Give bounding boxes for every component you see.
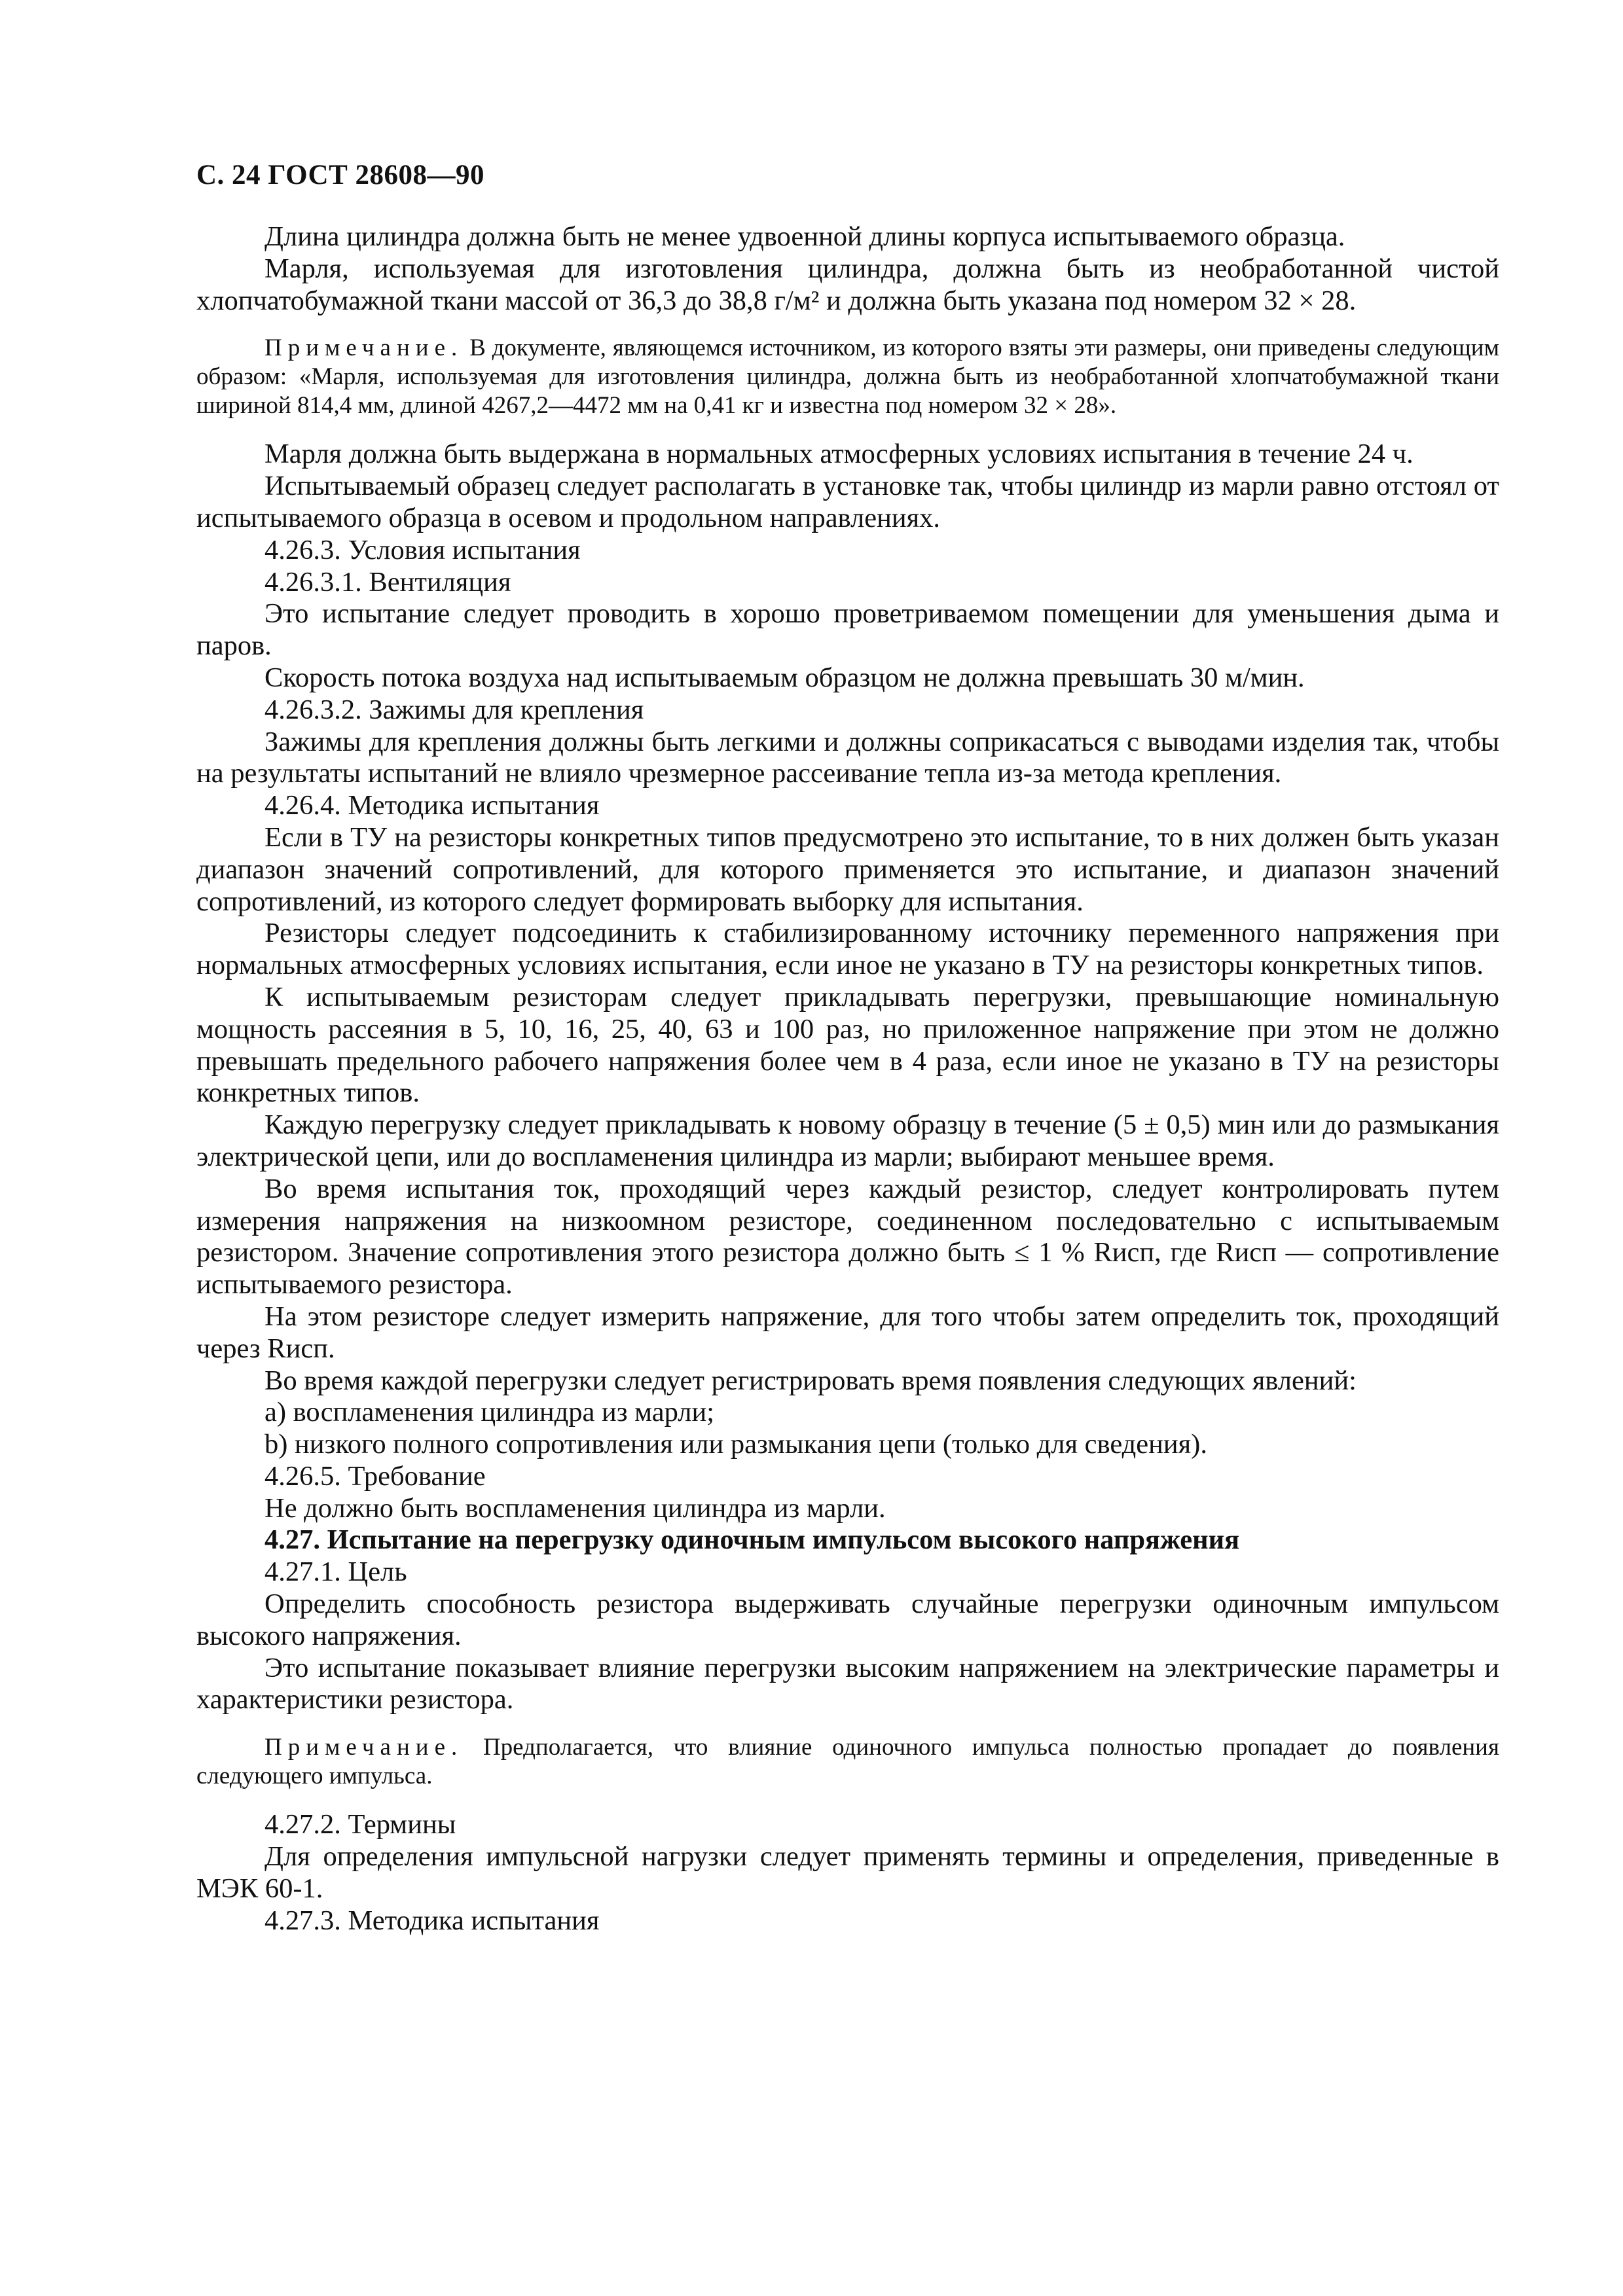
note-text: В документе, являющемся источником, из которого взяты эти размеры, они приведены следующим образом: «Марля, используемая для изготовления цилиндра, должна быть из необработанной хлопчатобумажной ткани шириной 814,4 мм, длиной 4267,2—4472 мм на 0,41 кг и известна под номером 32 × 28». [196, 334, 1499, 420]
section-heading: 4.26.3. Условия испытания [264, 534, 581, 565]
note [196, 334, 1499, 420]
note [196, 1733, 1499, 1791]
paragraph: Если в ТУ на резисторы конкретных типов предусмотрено это испытание, то в них должен быть указан диапазон значений сопротивлений, для которого применяется это испытание, и диапазон значений сопротивлений, из которого следует формировать выборку для испытания. [196, 821, 1499, 917]
section-heading: 4.26.3.1. Вентиляция [264, 566, 511, 598]
section-heading: 4.27.2. Термины [264, 1809, 456, 1840]
paragraph: Испытываемый образец следует располагать в установке так, чтобы цилиндр из марли равно отстоял от испытываемого образца в осевом и продольном направлениях. [196, 471, 1499, 533]
note-text: Предполагается, что влияние одиночного импульса полностью пропадает до появления следующего импульса. [196, 1734, 1499, 1790]
section-heading: 4.26.3.2. Зажимы для крепления [264, 694, 644, 725]
paragraph: Каждую перегрузку следует прикладывать к новому образцу в течение (5 ± 0,5) мин или до размыкания электрической цепи, или до воспламенения цилиндра из марли; выбирают меньшее время. [196, 1109, 1499, 1172]
section-heading: 4.26.4. Методика испытания [264, 790, 600, 821]
paragraph: Резисторы следует подсоединить к стабилизированному источнику переменного напряжения при нормальных атмосферных условиях испытания, если иное не указано в ТУ на резисторы конкретных типов. [196, 918, 1499, 981]
paragraph: Это испытание показывает влияние перегрузки высоким напряжением на электрические параметры и характеристики резистора. [196, 1652, 1499, 1715]
section-heading: 4.26.5. Требование [264, 1460, 486, 1492]
paragraph: Во время испытания ток, проходящий через каждый резистор, следует контролировать путем измерения напряжения на низкоомном резисторе, соединенном последовательно с испытываемым резистором. Значение сопротивления этого резистора должно быть ≤ 1 % Rисп, где Rисп — сопротивление испытываемого резистора. [196, 1173, 1499, 1300]
paragraph: Это испытание следует проводить в хорошо проветриваемом помещении для уменьшения дыма и паров. [196, 598, 1499, 662]
note-label: Примечание. [264, 334, 464, 362]
paragraph: Скорость потока воздуха над испытываемым образцом не должна превышать 30 м/мин. [264, 662, 1305, 693]
section-heading-bold: 4.27. Испытание на перегрузку одиночным импульсом высокого напряжения [264, 1524, 1240, 1556]
paragraph: К испытываемым резисторам следует прикладывать перегрузки, превышающие номинальную мощность рассеяния в 5, 10, 16, 25, 40, 63 и 100 раз, но приложенное напряжение при этом не должно превышать предельного рабочего напряжения более чем в 4 раза, если иное не указано в ТУ на резисторы конкретных типов. [196, 981, 1499, 1109]
paragraph: Во время каждой перегрузки следует регистрировать время появления следующих явлений: [264, 1365, 1357, 1396]
paragraph: Определить способность резистора выдерживать случайные перегрузки одиночным импульсом высокого напряжения. [196, 1588, 1499, 1651]
note-label: Примечание. [264, 1734, 464, 1761]
page-header: С. 24 ГОСТ 28608—90 [196, 160, 485, 190]
list-item: b) низкого полного сопротивления или размыкания цепи (только для сведения). [264, 1429, 1207, 1460]
section-heading: 4.27.1. Цель [264, 1556, 407, 1588]
paragraph: На этом резисторе следует измерить напряжение, для того чтобы затем определить ток, проходящий через Rисп. [196, 1300, 1499, 1364]
paragraph: Марля, используемая для изготовления цилиндра, должна быть из необработанной чистой хлопчатобумажной ткани массой от 36,3 до 38,8 г/м² и должна быть указана под номером 32 × 28. [196, 253, 1499, 316]
paragraph: Не должно быть воспламенения цилиндра из марли. [264, 1492, 886, 1524]
paragraph: Марля должна быть выдержана в нормальных атмосферных условиях испытания в течение 24 ч. [264, 439, 1413, 470]
paragraph: Длина цилиндра должна быть не менее удвоенной длины корпуса испытываемого образца. [264, 221, 1345, 252]
document-body [196, 221, 1499, 1937]
list-item: a) воспламенения цилиндра из марли; [264, 1397, 715, 1428]
section-heading: 4.27.3. Методика испытания [264, 1905, 600, 1936]
paragraph: Для определения импульсной нагрузки следует применять термины и определения, приведенные в МЭК 60-1. [196, 1841, 1499, 1904]
paragraph: Зажимы для крепления должны быть легкими и должны соприкасаться с выводами изделия так, чтобы на результаты испытаний не влияло чрезмерное рассеивание тепла из-за метода крепления. [196, 726, 1499, 789]
